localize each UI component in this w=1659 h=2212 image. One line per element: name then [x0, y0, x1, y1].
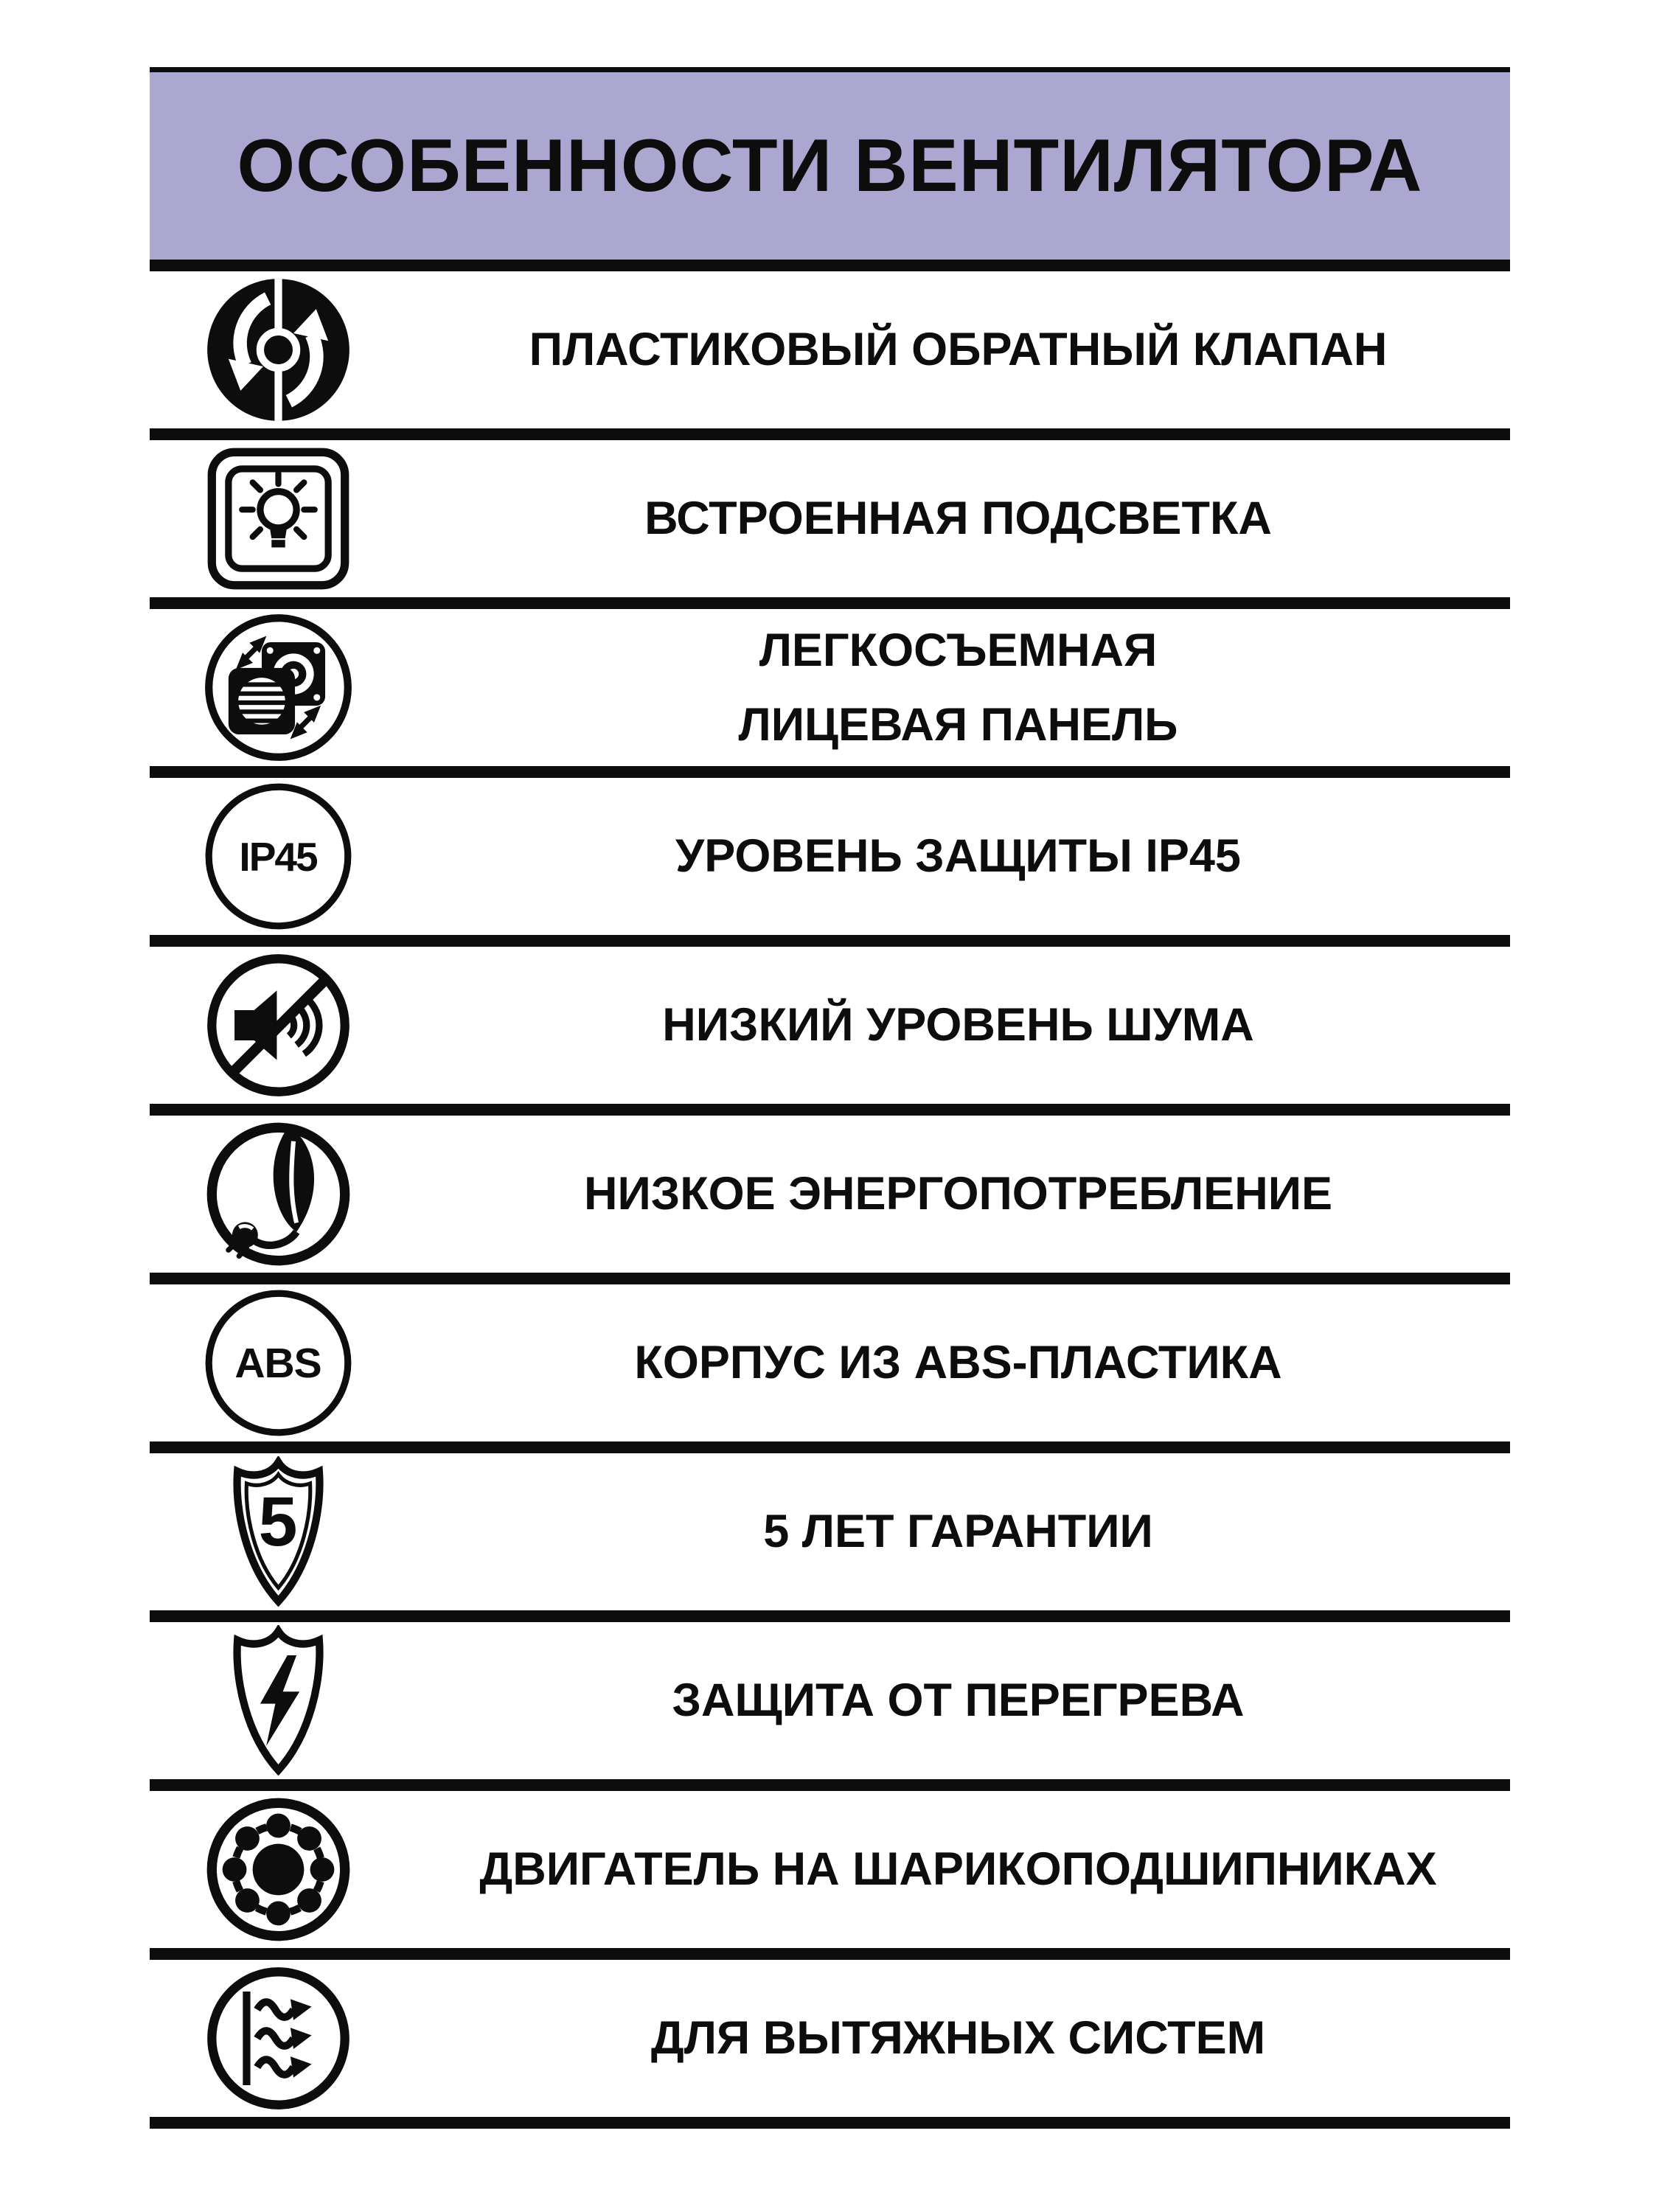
feature-row — [150, 271, 1510, 428]
feature-label — [406, 481, 1510, 556]
row-divider — [150, 597, 1510, 609]
low-noise-icon — [203, 950, 354, 1101]
feature-label — [406, 819, 1510, 894]
ball-bearing-icon — [203, 1794, 354, 1945]
row-divider — [150, 1779, 1510, 1791]
feature-label-line: ДВИГАТЕЛЬ НА ШАРИКОПОДШИПНИКАХ — [479, 1843, 1437, 1896]
feature-label-line: НИЗКИЙ УРОВЕНЬ ШУМА — [662, 999, 1254, 1051]
feature-icon-cell — [150, 1119, 406, 1270]
feature-icon-cell — [150, 443, 406, 594]
feature-label-line: КОРПУС ИЗ ABS-ПЛАСТИКА — [634, 1337, 1282, 1389]
feature-label — [406, 1663, 1510, 1738]
page-title: ОСОБЕННОСТИ ВЕНТИЛЯТОРА — [237, 124, 1423, 207]
check-valve-icon — [203, 274, 354, 425]
feature-label-line: 5 ЛЕТ ГАРАНТИИ — [763, 1506, 1153, 1558]
feature-row — [150, 1791, 1510, 1948]
feature-label-line: ЗАЩИТА ОТ ПЕРЕГРЕВА — [672, 1674, 1245, 1727]
feature-row — [150, 1453, 1510, 1610]
feature-label-line: ПЛАСТИКОВЫЙ ОБРАТНЫЙ КЛАПАН — [529, 324, 1388, 376]
feature-sheet — [150, 67, 1510, 2129]
feature-row — [150, 1116, 1510, 1273]
feature-label-line: НИЗКОЕ ЭНЕРГОПОТРЕБЛЕНИЕ — [583, 1168, 1332, 1220]
row-divider — [150, 1610, 1510, 1622]
feature-label-line: ЛЕГКОСЪЕМНАЯ — [759, 624, 1158, 676]
icon-text: 5 — [258, 1483, 298, 1561]
feature-label — [406, 988, 1510, 1062]
feature-row — [150, 778, 1510, 935]
feature-label — [406, 1157, 1510, 1231]
row-divider — [150, 1104, 1510, 1116]
feature-icon-cell — [150, 781, 406, 932]
feature-row — [150, 1284, 1510, 1441]
feature-label — [406, 1495, 1510, 1569]
feature-icon-cell — [150, 1625, 406, 1776]
feature-row — [150, 440, 1510, 597]
feature-label — [406, 1326, 1510, 1400]
feature-label — [406, 1832, 1510, 1907]
icon-text: IP45 — [239, 833, 317, 880]
feature-label-line: ВСТРОЕННАЯ ПОДСВЕТКА — [644, 493, 1272, 545]
icon-text: ABS — [234, 1339, 321, 1387]
removable-panel-icon — [203, 612, 354, 763]
feature-row — [150, 609, 1510, 766]
feature-icon-cell — [150, 1456, 406, 1607]
feature-label-line: ЛИЦЕВАЯ ПАНЕЛЬ — [738, 698, 1178, 751]
overheat-protection-icon — [203, 1625, 354, 1776]
backlight-icon — [203, 443, 354, 594]
feature-label — [406, 613, 1510, 762]
feature-label — [406, 313, 1510, 387]
feature-label-line: УРОВЕНЬ ЗАЩИТЫ IP45 — [675, 830, 1241, 883]
exhaust-system-icon — [203, 1963, 354, 2114]
feature-row — [150, 947, 1510, 1104]
feature-label-line: ДЛЯ ВЫТЯЖНЫХ СИСТЕМ — [650, 2012, 1266, 2065]
header-top-rule — [150, 67, 1510, 72]
feature-row — [150, 1960, 1510, 2117]
feature-icon-cell — [150, 1287, 406, 1439]
row-divider — [150, 2117, 1510, 2129]
row-divider — [150, 1273, 1510, 1284]
feature-icon-cell — [150, 1963, 406, 2114]
feature-row — [150, 1622, 1510, 1779]
row-divider — [150, 935, 1510, 947]
row-divider — [150, 766, 1510, 778]
feature-icon-cell — [150, 274, 406, 425]
eco-energy-icon — [203, 1119, 354, 1270]
header-banner — [150, 72, 1510, 260]
feature-icon-cell — [150, 1794, 406, 1945]
row-divider — [150, 428, 1510, 440]
feature-list — [150, 271, 1510, 2129]
feature-label — [406, 2001, 1510, 2076]
feature-icon-cell — [150, 612, 406, 763]
header-bottom-rule — [150, 260, 1510, 271]
row-divider — [150, 1948, 1510, 1960]
feature-icon-cell — [150, 950, 406, 1101]
